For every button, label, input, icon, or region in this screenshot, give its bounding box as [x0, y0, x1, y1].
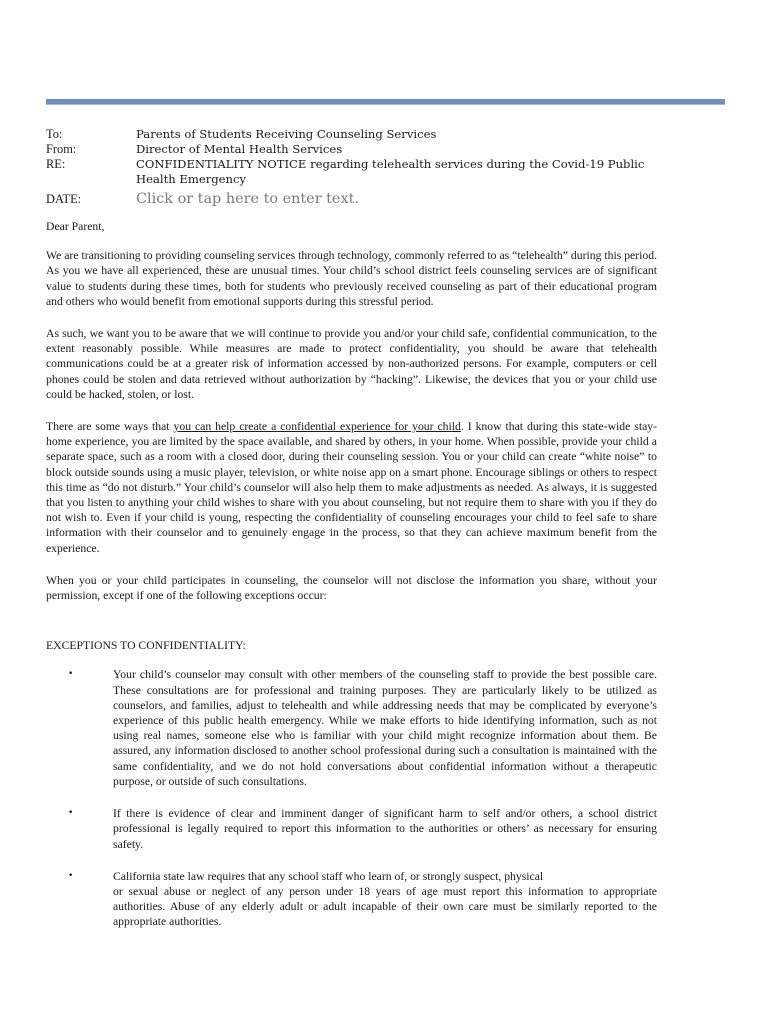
date-input-field[interactable]: Click or tap here to enter text.	[136, 191, 359, 207]
paragraph-rest: . I know that during this state-wide stay-home experience, you are limited by the space available, and shared by others, in your home. When possible, provide your child a separate space, such as a room with a closed door, during their counseling session. You or your child can create “white noise” to block outside sounds using a music player, television, or white noise app on a smart phone. Encourage siblings or others to respect this time as “do not disturb.” Your child’s counselor will also help them to make adjustments as needed. As always, it is suggested that you listen to anything your child wishes to share with you about counseling, but not require them to share with you if they do not wish to. Even if your child is young, respecting the confidentiality of counseling encourages your child to feel safe to share information with their counselor and to genuinely engage in the process, so that they can achieve maximum benefit from the experience.	[46, 420, 658, 555]
bullet-icon: •	[68, 870, 74, 881]
re-value: CONFIDENTIALITY NOTICE regarding telehealth services during the Covid-19 Public Health Emergency	[136, 157, 645, 186]
exception-text-line1: California state law requires that any school staff who learn of, or strongly suspect, physical	[113, 869, 544, 883]
paragraph-telehealth: We are transitioning to providing counseling services through technology, commonly referred to as “telehealth” during this period. As you we have all experienced, these are unusual times. Your child’s school district feels counseling services are of significant value to students during these times, both for students who previously received counseling as part of their educational program and others who would benefit from emotional supports during this stressful period.	[46, 249, 657, 308]
date-label: DATE:	[46, 192, 82, 206]
underlined-phrase: you can help create a confidential experience for your child	[173, 420, 461, 434]
paragraph-create-confidential-experience	[46, 419, 657, 556]
exception-text-rest: or sexual abuse or neglect of any person under 18 years of age must report this information to appropriate authorities. Abuse of any elderly adult or adult incapable of their own care must be similarly reported to the appropriate authorities.	[113, 884, 657, 929]
re-label: RE:	[46, 157, 66, 171]
letter-body	[46, 219, 657, 947]
paragraph-confidential-communication: As such, we want you to be aware that we will continue to provide you and/or your child safe, confidential communication, to the extent reasonably possible. While measures are made to protect confidentiality, you should be aware that telehealth communications could be at a greater risk of information accessed by non-authorized persons. For example, computers or cell phones could be stolen and data retrieved without authorization by “hacking”. Likewise, the devices that you or your child use could be hacked, stolen, or lost.	[46, 327, 657, 401]
memo-header	[46, 127, 686, 208]
paragraph-lead: There are some ways that	[46, 420, 174, 434]
exception-text: Your child’s counselor may consult with other members of the counseling staff to provide the best possible care. These consultations are for professional and training purposes. They are particularly likely to be utilized as counselors, and families, adjust to telehealth and while addressing needs that may be complicated by everyone’s experience of this public health emergency. While we make efforts to hide identifying information, such as not using real names, someone else who is familiar with your child might recognize information about them. Be assured, any information disclosed to another school professional during such a consultation is maintained with the same confidentiality, and we do not hold conversations about confidential information without a therapeutic purpose, or outside of such consultations.	[113, 668, 657, 788]
exception-text: If there is evidence of clear and imminent danger of significant harm to self and/or others, a school district professional is legally required to report this information to the authorities or others’ as necessary for ensuring safety.	[113, 807, 657, 851]
bullet-icon: •	[68, 669, 74, 680]
exception-item-danger	[46, 806, 657, 852]
to-value: Parents of Students Receiving Counseling Services	[136, 127, 437, 141]
exception-text	[113, 869, 657, 930]
exception-item-consultation	[46, 667, 657, 789]
paragraph-disclosure: When you or your child participates in counseling, the counselor will not disclose the information you share, without your permission, except if one of the following exceptions occur:	[46, 573, 657, 603]
from-label: From:	[46, 142, 77, 156]
from-value: Director of Mental Health Services	[136, 142, 343, 156]
greeting: Dear Parent,	[46, 220, 105, 233]
exceptions-heading: EXCEPTIONS TO CONFIDENTIALITY:	[46, 639, 246, 653]
bullet-icon: •	[68, 808, 74, 819]
to-row	[46, 127, 686, 142]
to-label: To:	[46, 127, 63, 141]
header-rule	[46, 99, 725, 104]
exception-item-abuse-reporting	[46, 869, 657, 930]
re-row	[46, 157, 686, 187]
from-row	[46, 142, 686, 157]
date-row	[46, 191, 686, 208]
